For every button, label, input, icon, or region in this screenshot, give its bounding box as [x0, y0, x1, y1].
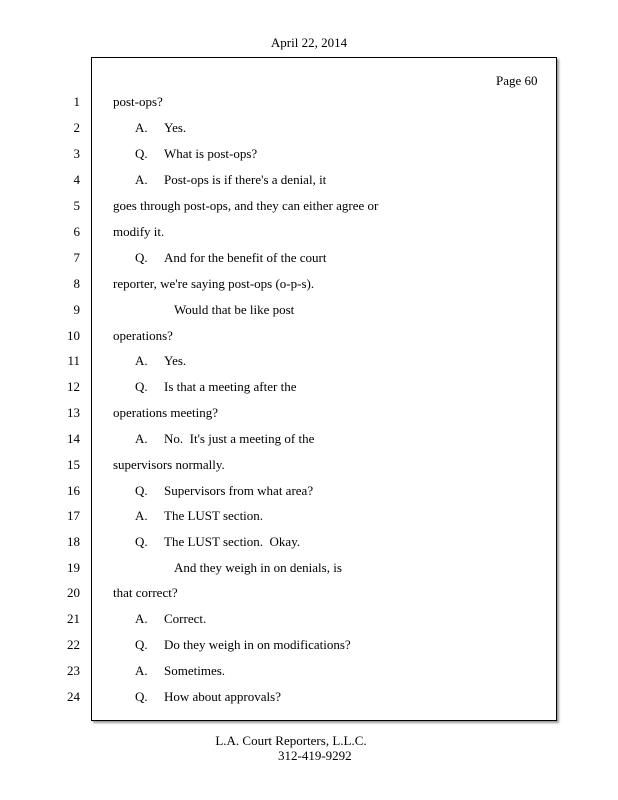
line-number: 22 — [67, 637, 80, 652]
line-text: Yes. — [164, 353, 187, 368]
transcript-line — [0, 146, 618, 164]
line-number: 23 — [67, 663, 80, 678]
page-number: Page 60 — [496, 73, 538, 88]
speaker-label: Q. — [135, 637, 148, 652]
transcript-line — [0, 172, 618, 190]
transcript-line — [0, 328, 618, 346]
speaker-label: Q. — [135, 250, 148, 265]
transcript-line — [0, 663, 618, 681]
speaker-label: A. — [135, 611, 148, 626]
line-number: 10 — [67, 328, 80, 343]
transcript-line — [0, 224, 618, 242]
line-number: 3 — [73, 146, 80, 161]
transcript-line — [0, 611, 618, 629]
transcript-line — [0, 560, 618, 578]
line-text: The LUST section. Okay. — [164, 534, 301, 549]
line-number: 11 — [67, 353, 80, 368]
line-number: 13 — [67, 405, 80, 420]
line-text: reporter, we're saying post-ops (o-p-s). — [113, 276, 315, 291]
line-text: goes through post-ops, and they can either agree or — [113, 198, 379, 213]
speaker-label: Q. — [135, 534, 148, 549]
transcript-line — [0, 483, 618, 501]
line-text: Would that be like post — [174, 302, 295, 317]
line-text: operations meeting? — [113, 405, 219, 420]
speaker-label: A. — [135, 120, 148, 135]
transcript-line — [0, 457, 618, 475]
line-number: 14 — [67, 431, 80, 446]
line-text: supervisors normally. — [113, 457, 225, 472]
footer-phone: 312-419-9292 — [278, 748, 352, 763]
line-text: How about approvals? — [164, 689, 281, 704]
transcript-date: April 22, 2014 — [270, 35, 348, 50]
speaker-label: A. — [135, 508, 148, 523]
line-number: 7 — [73, 250, 80, 265]
line-number: 18 — [67, 534, 80, 549]
transcript-line — [0, 276, 618, 294]
transcript-line — [0, 250, 618, 268]
line-text: What is post-ops? — [164, 146, 258, 161]
line-number: 15 — [67, 457, 80, 472]
line-text: Yes. — [164, 120, 187, 135]
speaker-label: A. — [135, 663, 148, 678]
line-text: that correct? — [113, 585, 178, 600]
footer-company-name: L.A. Court Reporters, L.L.C. — [215, 733, 367, 748]
line-number: 21 — [67, 611, 80, 626]
line-text: operations? — [113, 328, 173, 343]
line-number: 12 — [67, 379, 80, 394]
line-text: Supervisors from what area? — [164, 483, 314, 498]
line-text: And they weigh in on denials, is — [174, 560, 342, 575]
line-text: Post-ops is if there's a denial, it — [164, 172, 327, 187]
line-text: And for the benefit of the court — [164, 250, 327, 265]
speaker-label: Q. — [135, 483, 148, 498]
transcript-line — [0, 379, 618, 397]
transcript-line — [0, 120, 618, 138]
line-number: 5 — [73, 198, 80, 213]
line-number: 2 — [73, 120, 80, 135]
line-text: The LUST section. — [164, 508, 264, 523]
speaker-label: Q. — [135, 146, 148, 161]
transcript-line — [0, 302, 618, 320]
line-number: 4 — [73, 172, 80, 187]
line-number: 24 — [67, 689, 80, 704]
transcript-line — [0, 534, 618, 552]
transcript-line — [0, 198, 618, 216]
transcript-line — [0, 689, 618, 707]
speaker-label: A. — [135, 431, 148, 446]
line-text: Do they weigh in on modifications? — [164, 637, 351, 652]
line-text: post-ops? — [113, 94, 163, 109]
speaker-label: A. — [135, 172, 148, 187]
transcript-line — [0, 405, 618, 423]
line-number: 19 — [67, 560, 80, 575]
line-number: 8 — [73, 276, 80, 291]
line-text: Correct. — [164, 611, 207, 626]
line-text: modify it. — [113, 224, 165, 239]
line-text: Sometimes. — [164, 663, 226, 678]
line-text: No. It's just a meeting of the — [164, 431, 315, 446]
transcript-line — [0, 94, 618, 112]
transcript-line — [0, 431, 618, 449]
line-text: Is that a meeting after the — [164, 379, 297, 394]
speaker-label: Q. — [135, 689, 148, 704]
speaker-label: Q. — [135, 379, 148, 394]
line-number: 16 — [67, 483, 80, 498]
speaker-label: A. — [135, 353, 148, 368]
line-number: 9 — [73, 302, 80, 317]
transcript-line — [0, 585, 618, 603]
transcript-line — [0, 637, 618, 655]
transcript-line — [0, 508, 618, 526]
line-number: 6 — [73, 224, 80, 239]
line-number: 1 — [73, 94, 80, 109]
line-number: 17 — [67, 508, 80, 523]
transcript-line — [0, 353, 618, 371]
line-number: 20 — [67, 585, 80, 600]
